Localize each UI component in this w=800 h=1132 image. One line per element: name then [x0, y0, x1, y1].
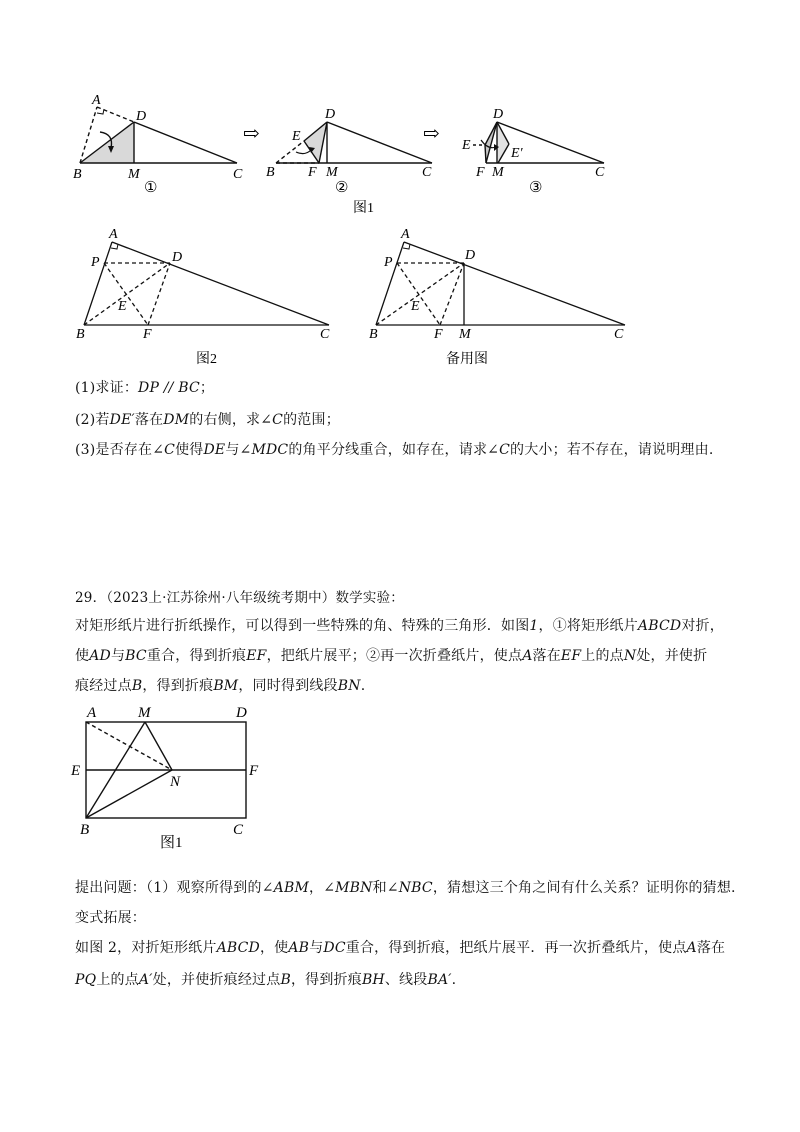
q29-fig-label-N: N — [170, 774, 181, 790]
q29-l1-m2: ABCD — [637, 618, 682, 634]
q29-l2-m6: N — [623, 648, 637, 664]
p2-label-B: B — [266, 165, 275, 180]
q28-part3-math4: ∠C — [487, 442, 511, 458]
fig2-label-A: A — [109, 227, 118, 242]
q28-part3-math1: ∠C — [152, 442, 176, 458]
p1-label-C: C — [233, 167, 243, 182]
q28-part2-t1: 落在 — [134, 412, 164, 428]
p2-index: ② — [335, 180, 349, 196]
q29-l3-t4: . — [360, 678, 366, 694]
q29-l1-t1: 对矩形纸片进行折纸操作，可以得到一些特殊的角、特殊的三角形．如图 — [75, 618, 530, 634]
q29-fig-label-C: C — [233, 822, 244, 838]
q29-q1-m1: ∠ABM — [261, 880, 309, 896]
q28-part1-math: DP // BC — [138, 380, 200, 396]
q29-v1-t1: 如图 2，对折矩形纸片 — [75, 940, 217, 956]
q28-part2-math3: ∠C — [260, 412, 284, 428]
q29-l2-t4: ，把纸片展平；②再一次折叠纸片，使点 — [266, 648, 523, 664]
q29-q1-t2: ， — [308, 880, 324, 896]
p2-label-F: F — [308, 165, 317, 180]
p1-label-A: A — [92, 93, 101, 108]
q29-l3-m2: BM — [213, 678, 239, 694]
spare-label-E: E — [411, 299, 420, 314]
q28-part2-math1: DE′ — [109, 412, 135, 428]
q29-l1-t3: 对折， — [681, 618, 724, 634]
q28-part2-t2: 的右侧，求 — [189, 412, 261, 428]
q29-l3-m3: BN — [337, 678, 361, 694]
q29-fig-label-F: F — [249, 763, 259, 779]
q28-part3-t3: 的角平分线重合，如存在，请求 — [288, 442, 488, 458]
q29-v2-t1: 上的点 — [96, 972, 139, 988]
q29-v1-m1: ABCD — [216, 940, 260, 956]
q29-v2-m2: A′ — [138, 972, 153, 988]
q29-l2-m5: EF — [560, 648, 582, 664]
q29-v2-m4: BH — [361, 972, 385, 988]
q28-part3-t2: 与 — [225, 442, 240, 458]
q29-v2-m1: PQ — [75, 972, 97, 988]
figure1-panel-1 — [80, 107, 237, 163]
q29-l2-m4: A — [522, 648, 533, 664]
q29-v1-t4: 重合，得到折痕，把纸片展平．再一次折叠纸片，使点 — [345, 940, 687, 956]
q28-part2-math2: DM — [163, 412, 190, 428]
fig2-label-C: C — [320, 327, 330, 342]
q28-part3-t1: 使得 — [175, 442, 204, 458]
q29-l3-t3: ，同时得到线段 — [238, 678, 338, 694]
q28-part3-t4: 的大小；若不存在，请说明理由. — [510, 442, 714, 458]
q29-v2-t4: 、线段 — [384, 972, 428, 988]
spare-label-B: B — [369, 327, 378, 342]
q29-v2-m3: B — [280, 972, 291, 988]
q29-v1-t3: 与 — [309, 940, 324, 956]
p1-label-M: M — [128, 167, 140, 182]
q28-part1 — [75, 378, 214, 398]
q29-v1-m3: DC — [323, 940, 346, 956]
q29-l2-t7: 处，并使折 — [636, 648, 708, 664]
q29-v2-m5: BA′ — [427, 972, 452, 988]
fig2-label-B: B — [76, 327, 85, 342]
p1-index: ① — [144, 180, 158, 196]
q29-l2-m3: EF — [246, 648, 267, 664]
q28-part1-prefix: (1)求证： — [75, 380, 139, 396]
q29-l1-m1: 1 — [529, 618, 539, 634]
q29-q1-t4: ，猜想这三个角之间有什么关系？证明你的猜想. — [432, 880, 736, 896]
q28-part2-t3: 的范围； — [283, 412, 340, 428]
q29-fig-label-B: B — [80, 822, 90, 838]
q29-v1-m4: A — [686, 940, 697, 956]
q29-line1 — [75, 616, 724, 636]
step-arrow-2: ⇨ — [423, 123, 440, 145]
spare-figure-caption: 备用图 — [446, 352, 488, 367]
p2-label-D: D — [325, 107, 336, 122]
q29-variant-title: 变式拓展： — [75, 910, 146, 926]
q29-l3-t2: ，得到折痕 — [142, 678, 214, 694]
q29-figure1 — [0, 700, 800, 860]
q29-v1-t5: 落在 — [696, 940, 726, 956]
p2-label-E: E — [292, 129, 301, 144]
q28-part3-math3: ∠MDC — [239, 442, 289, 458]
q29-variant1 — [75, 938, 725, 958]
q29-header: 29．（2023上·江苏徐州·八年级统考期中）数学实验： — [75, 590, 404, 606]
q29-v1-m2: AB — [288, 940, 310, 956]
q29-fig-label-D: D — [236, 705, 247, 721]
q29-figure-caption: 图1 — [160, 835, 183, 851]
q29-q1-t3: 和 — [372, 880, 387, 896]
q29-fig-label-M: M — [138, 705, 151, 721]
p3-label-C: C — [595, 165, 605, 180]
q29-l2-t3: 重合，得到折痕 — [146, 648, 247, 664]
q29-v1-t2: ，使 — [259, 940, 289, 956]
q28-part2 — [75, 410, 340, 430]
q29-l2-m1: AD — [89, 648, 111, 664]
spare-label-F: F — [434, 327, 443, 342]
spare-label-P: P — [384, 255, 393, 270]
q29-question1 — [75, 878, 736, 898]
q29-q1-m3: ∠NBC — [386, 880, 433, 896]
q29-l1-t2: ，①将矩形纸片 — [538, 618, 638, 634]
figure2-caption: 图2 — [196, 352, 217, 367]
spare-label-C: C — [614, 327, 624, 342]
q29-fig-label-A: A — [87, 705, 97, 721]
q28-part2-prefix: (2)若 — [75, 412, 110, 428]
fig2-label-D: D — [172, 250, 183, 265]
shaded-triangle-2 — [497, 122, 509, 163]
q29-l3-m1: B — [131, 678, 143, 694]
figure2-row — [0, 215, 800, 375]
p3-label-F: F — [476, 165, 485, 180]
p3-index: ③ — [529, 180, 543, 196]
q29-q1-t1: 提出问题：（1）观察所得到的 — [75, 880, 262, 896]
q28-part3-prefix: (3)是否存在 — [75, 442, 153, 458]
p3-label-M: M — [492, 165, 504, 180]
p3-label-E-prime: E′ — [511, 146, 523, 161]
p1-label-B: B — [73, 167, 82, 182]
fig2-label-P: P — [91, 255, 100, 270]
spare-label-M: M — [459, 327, 471, 342]
q29-l2-t6: 上的点 — [581, 648, 624, 664]
p3-label-D: D — [493, 107, 504, 122]
p1-label-D: D — [136, 109, 147, 124]
step-arrow-1: ⇨ — [243, 123, 260, 145]
q29-l2-t5: 落在 — [532, 648, 561, 664]
p3-label-E: E — [462, 138, 471, 153]
q28-part3 — [75, 440, 713, 460]
q29-l2-t2: 与 — [110, 648, 126, 664]
q29-l2-t1: 使 — [75, 648, 90, 664]
spare-label-D: D — [465, 248, 476, 263]
q29-fig-label-E: E — [71, 763, 81, 779]
q29-line3 — [75, 676, 365, 696]
spare-label-A: A — [401, 227, 410, 242]
q29-v2-t3: ，得到折痕 — [290, 972, 362, 988]
q29-v2-t5: . — [451, 972, 457, 988]
fold-arrow-icon — [296, 150, 311, 154]
q29-l3-t1: 痕经过点 — [75, 678, 132, 694]
fig2-label-E: E — [118, 299, 127, 314]
q29-line2 — [75, 646, 707, 666]
figure1-caption: 图1 — [353, 201, 374, 215]
q28-part3-math2: DE — [203, 442, 226, 458]
q28-part1-suffix: ； — [199, 380, 215, 396]
q29-v2-t2: 处，并使折痕经过点 — [152, 972, 281, 988]
fig2-label-F: F — [143, 327, 152, 342]
q29-q1-m2: ∠MBN — [323, 880, 373, 896]
p2-label-C: C — [422, 165, 432, 180]
figure1 — [0, 0, 800, 215]
q29-variant2 — [75, 970, 456, 990]
q29-l2-m2: BC — [125, 648, 147, 664]
p2-label-M: M — [326, 165, 338, 180]
figure1-panel-3 — [473, 122, 604, 163]
